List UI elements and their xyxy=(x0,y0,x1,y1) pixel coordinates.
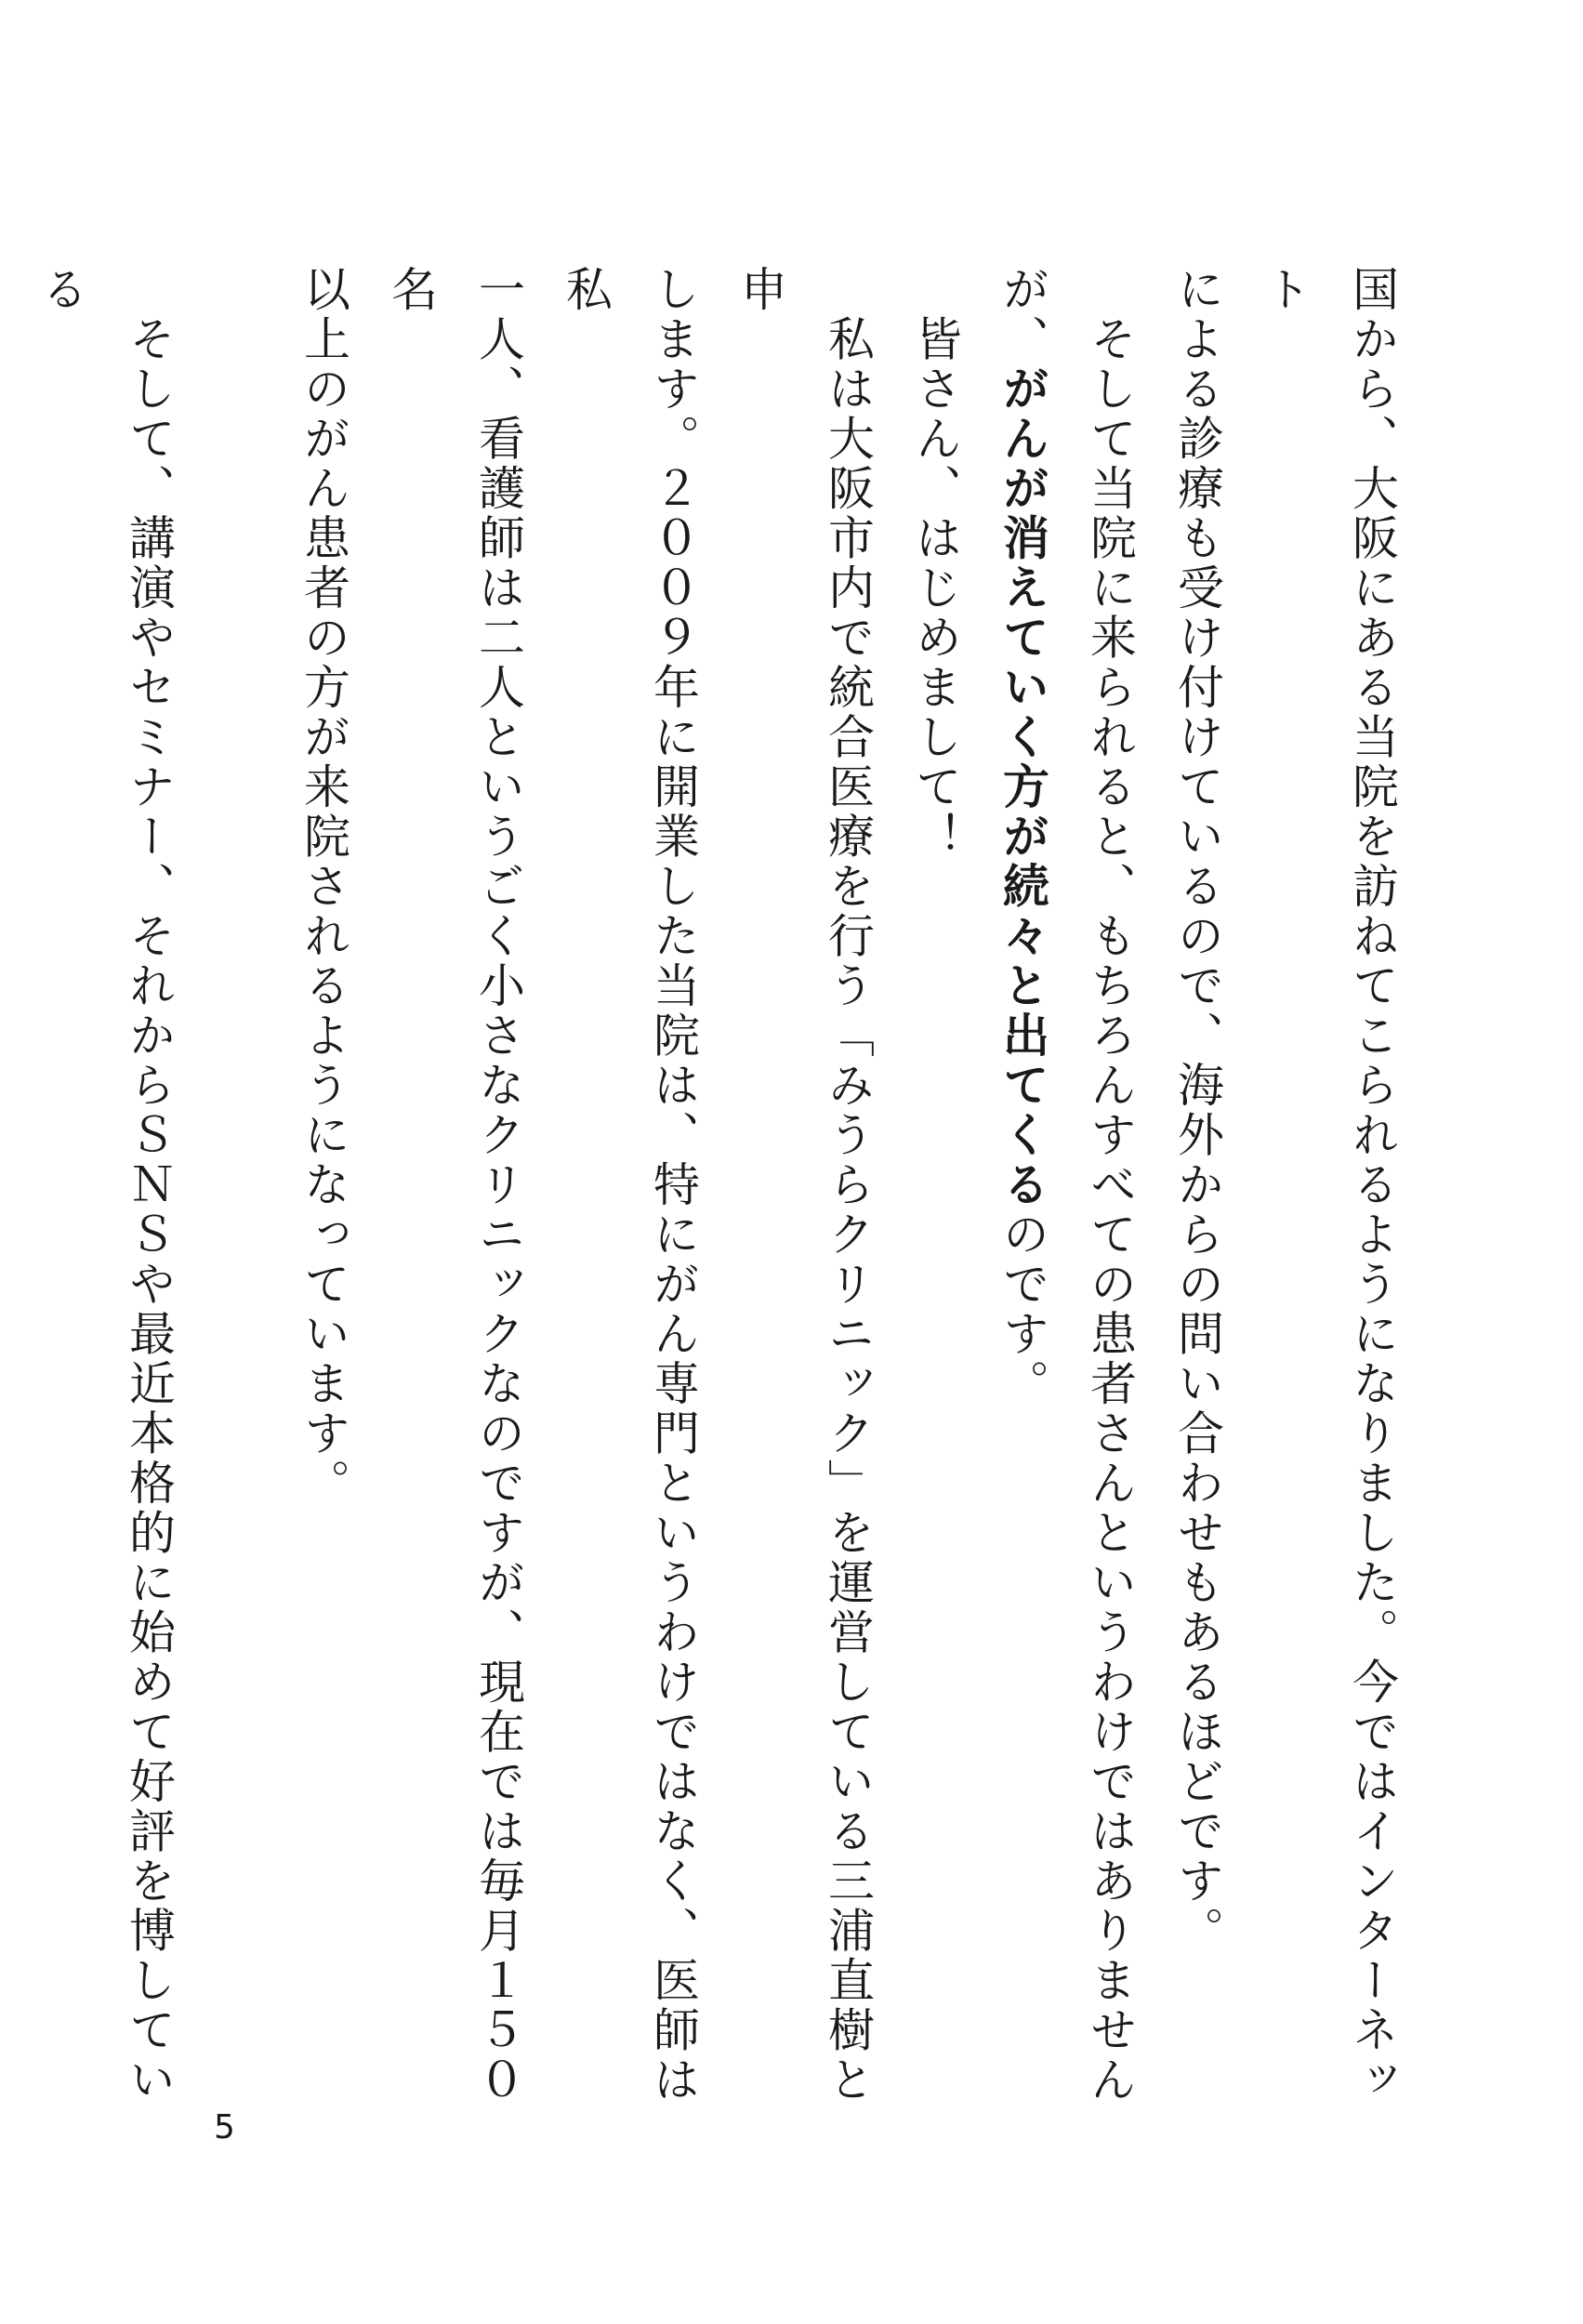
page-number: 5 xyxy=(214,2108,235,2146)
paragraph-3-text: そして、講演やセミナー、それからＳＮＳや最近本格的に始めて好評を博している xyxy=(34,265,176,2106)
paragraph-1 xyxy=(979,265,1416,2124)
paragraph-1-line-2: による診療も受け付けているので、海外からの問い合わせもあるほどです。 xyxy=(1170,265,1224,1956)
vertical-body-text xyxy=(34,265,1416,2124)
paragraph-2 xyxy=(280,265,979,2124)
paragraph-1-line-1: 国から、大阪にある当院を訪ねてこられるようになりました。今ではインターネット xyxy=(1258,265,1399,2106)
paragraph-2-text: 私は大阪市内で統合医療を行う「みうらクリニック」を運営している三浦直樹と申 します。２００９年に開業した当院は、特にがん専門というわけではなく、医師は私 一人、看護師は二人というごく小さなクリニックなのですが、現在では毎月１５０名 以上のがん患者の方が来院されるようになっています。 xyxy=(297,265,875,2106)
paragraph-1-line-3: そして当院に来られると、もちろんすべての患者さんというわけではありません xyxy=(1083,265,1137,2106)
paragraph-3 xyxy=(0,265,192,2124)
greeting-line: 皆さん、はじめまして！ xyxy=(908,265,962,862)
paragraph-1-line-4-prefix: が、 xyxy=(996,265,1049,364)
paragraph-1-line-4-suffix: のです。 xyxy=(996,1209,1049,1409)
emphasis-text: がんが消えていく方が続々と出てくる xyxy=(996,364,1049,1210)
